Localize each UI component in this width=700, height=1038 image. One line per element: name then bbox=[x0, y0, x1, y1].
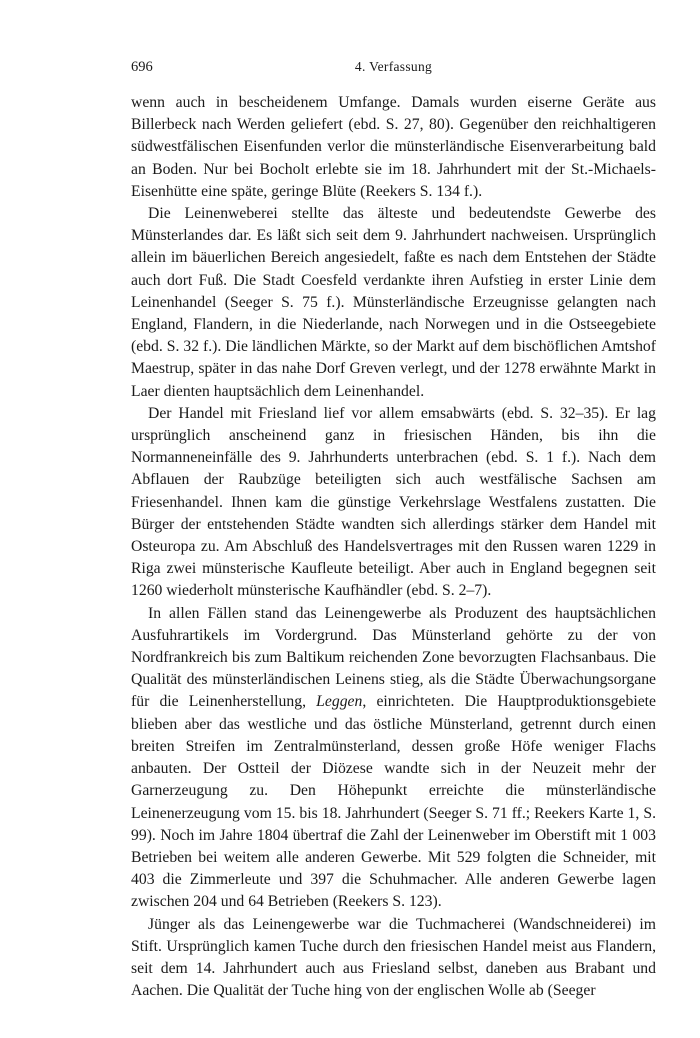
paragraph-4-after: , einrichteten. Die Hauptproduktionsgebiete blieben aber das westliche und das östliche Münsterland, getrennt durch einen breiten Streifen im Zentralmünsterland, dessen große Höfe weniger Flachs anbauten. Der Ostteil der Diözese wandte sich in der Neuzeit mehr der Garnerzeugung zu. Den Höhepunkt erreichte die münsterländische Leinenerzeugung vom 15. bis 18. Jahrhundert (Seeger S. 71 ff.; Reekers Karte 1, S. 99). Noch im Jahre 1804 übertraf die Zahl der Leinenweber im Oberstift mit 1 003 Betrieben bei weitem alle anderen Gewerbe. Mit 529 folgten die Schneider, mit 403 die Zimmerleute und 397 die Schuhmacher. Alle anderen Gewerbe lagen zwischen 204 und 64 Betrieben (Reekers S. 123). bbox=[131, 693, 657, 911]
running-head: 4. Verfassung bbox=[354, 59, 433, 74]
leggen-term: Leggen bbox=[316, 693, 363, 711]
book-page bbox=[131, 58, 656, 1002]
paragraph-3: Der Handel mit Friesland lief vor allem emsabwärts (ebd. S. 32–35). Er lag ursprünglich anscheinend ganz in friesischen Händen, bis ihn die Normanneneinfälle des 9. Jahrhunderts unterbrachen (ebd. S. 1 f.). Nach dem Abflauen der Raubzüge beteiligten sich auch westfälische Sachsen am Friesenhandel. Ihnen kam die günstige Verkehrslage Westfalens zustatten. Die Bürger der entstehenden Städte wandten sich allerdings stärker dem Handel mit Osteuropa zu. Am Abschluß des Handelsvertrages mit den Russen waren 1229 in Riga zwei münsterische Kaufleute beteiligt. Aber auch in England begegnen seit 1260 wiederholt münsterische Kaufhändler (ebd. S. 2–7). bbox=[131, 404, 656, 600]
paragraph-4-before: In allen Fällen stand das Leinengewerbe als Produzent des hauptsächlichen Ausfuhrartikels im Vordergrund. Das Münsterland gehörte zu der von Nordfrankreich bis zum Baltikum reichenden Zone bevorzugten Flachsanbaus. Die Qualität des münsterländischen Leinens stieg, als die Städte Überwachungsorgane für die Leinenherstellung, bbox=[131, 604, 656, 711]
body-text bbox=[131, 92, 656, 1002]
paragraph-5: Jünger als das Leinengewerbe war die Tuchmacherei (Wandschneiderei) im Stift. Ursprünglich kamen Tuche durch den friesischen Handel meist aus Flandern, seit dem 14. Jahrhundert auch aus Friesland selbst, daneben aus Brabant und Aachen. Die Qualität der Tuche hing von der englischen Wolle ab (Seeger bbox=[131, 915, 656, 1000]
paragraph-1: wenn auch in bescheidenem Umfange. Damals wurden eiserne Geräte aus Billerbeck nach Werden geliefert (ebd. S. 27, 80). Gegenüber den reichhaltigeren südwestfälischen Eisenfunden verlor die münsterländische Eisenverarbeitung bald an Boden. Nur bei Bocholt erlebte sie im 18. Jahrhundert mit der St.-Michaels-Eisenhütte eine späte, geringe Blüte (Reekers S. 134 f.). bbox=[131, 94, 656, 200]
page-header bbox=[131, 58, 656, 80]
paragraph-2: Die Leinenweberei stellte das älteste und bedeutendste Gewerbe des Münsterlandes dar. Es läßt sich seit dem 9. Jahrhundert nachweisen. Ursprünglich allein im bäuerlichen Bereich angesiedelt, faßte es nach dem Entstehen der Städte auch dort Fuß. Die Stadt Coesfeld verdankte ihren Aufstieg in erster Linie dem Leinenhandel (Seeger S. 75 f.). Münsterländische Erzeugnisse gelangten nach England, Flandern, in die Niederlande, nach Norwegen und in die Ostseegebiete (ebd. S. 32 f.). Die ländlichen Märkte, so der Markt auf dem bischöflichen Amtshof Maestrup, später in das nahe Dorf Greven verlegt, und der 1278 erwähnte Markt in Laer dienten hauptsächlich dem Leinenhandel. bbox=[131, 205, 656, 400]
page-number: 696 bbox=[131, 59, 153, 75]
paragraph-4 bbox=[131, 603, 656, 914]
